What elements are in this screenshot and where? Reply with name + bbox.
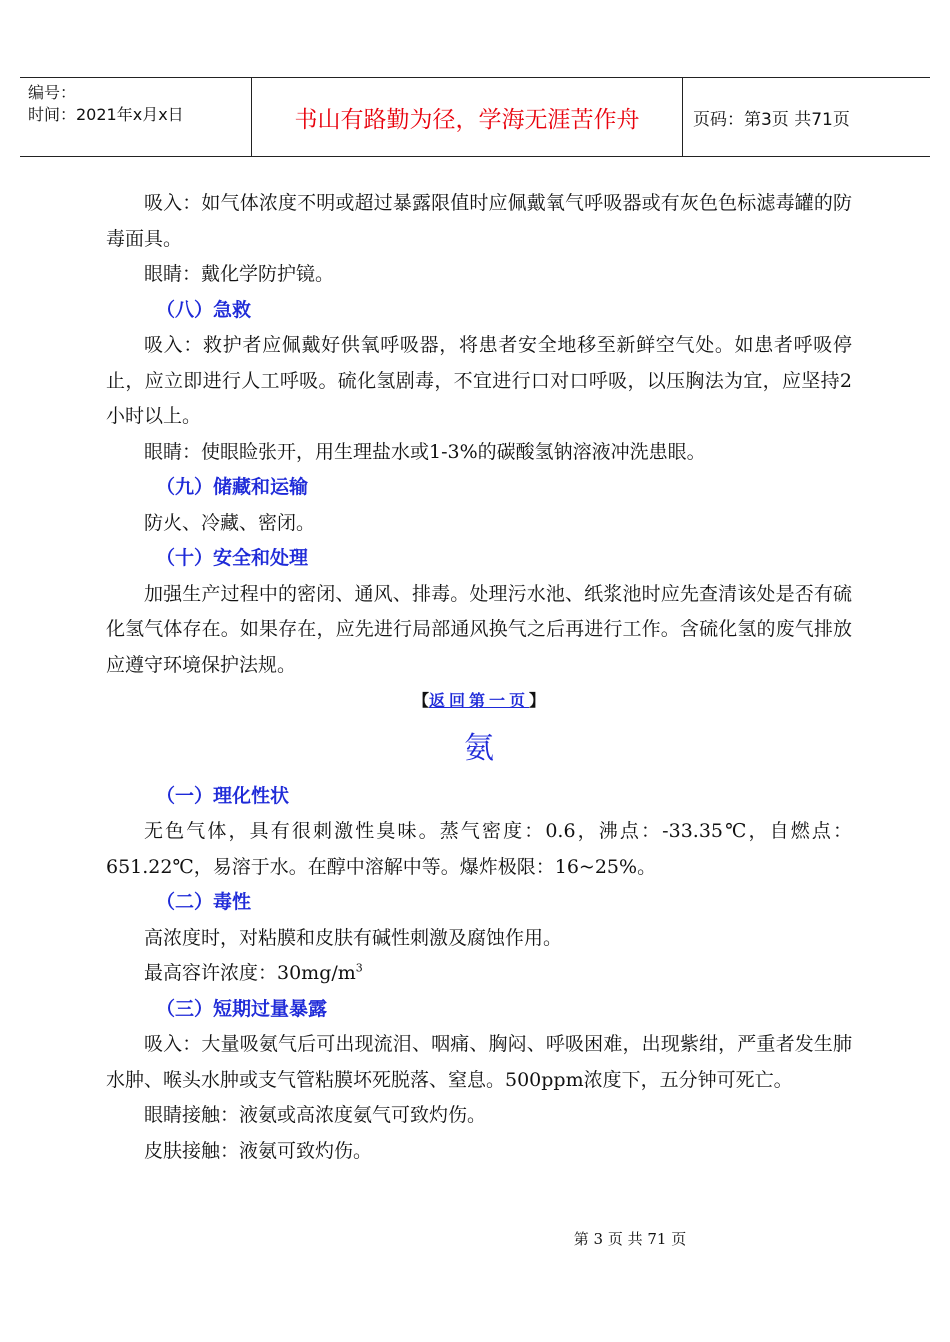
paragraph-max-concentration bbox=[106, 956, 852, 992]
page-footer: 第 3 页 共 71 页 bbox=[573, 1230, 687, 1248]
paragraph-first-aid-inhale: 吸入：救护者应佩戴好供氧呼吸器，将患者安全地移至新鲜空气处。如患者呼吸停止，应立即进行人工呼吸。硫化氢剧毒，不宜进行口对口呼吸，以压胸法为宜，应坚持2小时以上。 bbox=[106, 334, 852, 427]
bracket-close: 】 bbox=[529, 691, 546, 710]
paragraph-storage: 防火、冷藏、密闭。 bbox=[144, 511, 316, 534]
header-page-info: 页码：第3页 共71页 bbox=[693, 109, 850, 130]
back-to-first-page-link[interactable]: 返回第一页 bbox=[428, 691, 529, 710]
paragraph-inhale-protection: 吸入：如气体浓度不明或超过暴露限值时应佩戴氧气呼吸器或有灰色色标滤毒罐的防毒面具。 bbox=[106, 192, 852, 250]
max-concentration-text: 最高容许浓度：30mg/m bbox=[144, 962, 356, 984]
paragraph-safety: 加强生产过程中的密闭、通风、排毒。处理污水池、纸浆池时应先查清该处是否有硫化氢气体存在。如果存在，应先进行局部通风换气之后再进行工作。含硫化氢的废气排放应遵守环境保护法规。 bbox=[106, 582, 852, 676]
paragraph-eye-protection: 眼睛：戴化学防护镜。 bbox=[144, 263, 335, 285]
bracket-open: 【 bbox=[412, 691, 429, 710]
paragraph-exposure-skin: 皮肤接触：液氨可致灼伤。 bbox=[144, 1139, 373, 1162]
paragraph-first-aid-eyes: 眼睛：使眼睑张开，用生理盐水或1-3%的碳酸氢钠溶液冲洗患眼。 bbox=[144, 440, 706, 463]
time-label: 时间：2021年x月x日 bbox=[28, 105, 184, 124]
heading-properties: （一）理化性状 bbox=[156, 784, 290, 807]
back-to-first-page bbox=[106, 683, 852, 719]
paragraph-exposure-inhale: 吸入：大量吸氨气后可出现流泪、咽痛、胸闷、呼吸困难，出现紫绀，严重者发生肺水肿、喉头水肿或支气管粘膜坏死脱落、窒息。500ppm浓度下，五分钟可死亡。 bbox=[106, 1033, 852, 1091]
heading-first-aid: （八）急救 bbox=[156, 298, 252, 321]
heading-safety: （十）安全和处理 bbox=[156, 547, 309, 569]
section-title-ammonia: 氨 bbox=[464, 730, 494, 766]
superscript-3: 3 bbox=[355, 961, 363, 975]
heading-short-term-exposure: （三）短期过量暴露 bbox=[156, 997, 328, 1020]
paragraph-exposure-eyes: 眼睛接触：液氨或高浓度氨气可致灼伤。 bbox=[144, 1104, 487, 1126]
paragraph-toxicity: 高浓度时，对粘膜和皮肤有碱性刺激及腐蚀作用。 bbox=[144, 926, 563, 949]
header-meta bbox=[20, 78, 252, 156]
page-header bbox=[20, 77, 930, 157]
document-body bbox=[106, 186, 852, 1169]
heading-toxicity: （二）毒性 bbox=[156, 891, 252, 913]
paragraph-properties: 无色气体，具有很刺激性臭味。蒸气密度：0.6，沸点：-33.35℃，自燃点：651.22℃，易溶于水。在醇中溶解中等。爆炸极限：16~25%。 bbox=[106, 820, 852, 878]
header-motto: 书山有路勤为径，学海无涯苦作舟 bbox=[252, 78, 683, 156]
serial-label: 编号： bbox=[28, 83, 77, 102]
heading-storage: （九）储藏和运输 bbox=[156, 476, 309, 498]
